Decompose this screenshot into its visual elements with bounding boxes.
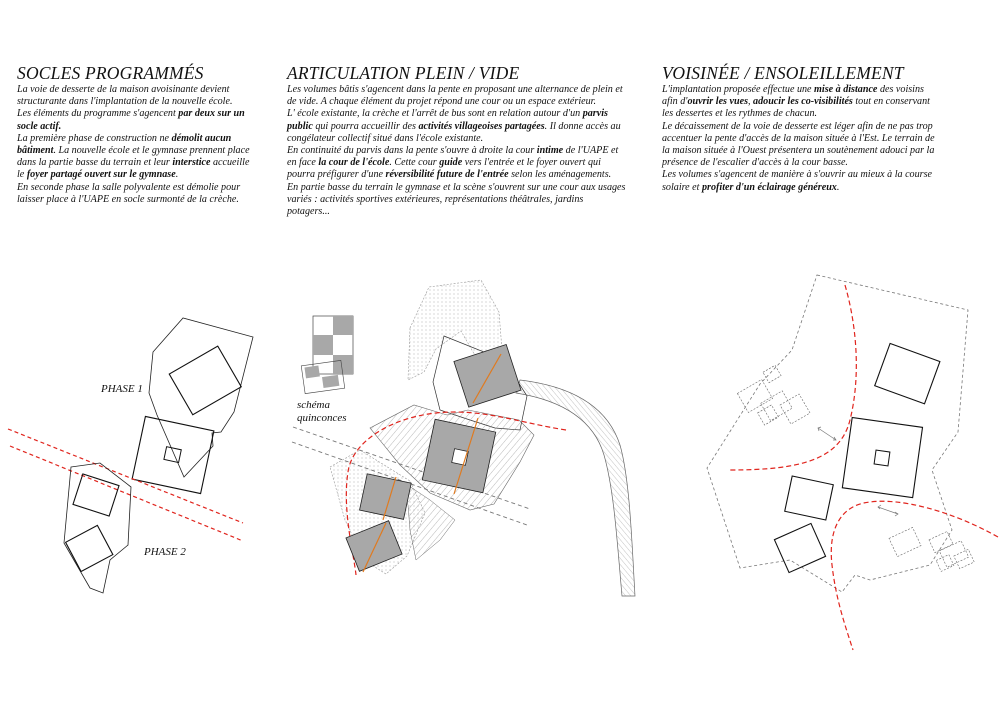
body-text: , <box>748 96 754 108</box>
label-phase-1: PHASE 1 <box>101 383 143 395</box>
building-gym-v <box>785 476 834 520</box>
body-text: . La nouvelle école et le gymnase prennent place dans la partie basse du terrain et leur <box>17 145 250 169</box>
body-text: Les volumes bâtis s'agencent dans la pente en proposant une alternance de plein et de vide. A chaque élément du projet répond une cour ou un espace extérieur. <box>287 84 623 108</box>
path-east <box>516 380 635 596</box>
body-text: En seconde phase la salle polyvalente est démolie pour laisser place à l'UAPE en socle surmonté de la crèche. <box>17 181 241 205</box>
body-text: L'implantation proposée effectue une <box>662 84 815 95</box>
emphasis-text: adoucir les co-visibilités <box>753 96 853 108</box>
emphasis-text: ouvrir les vues <box>687 96 748 108</box>
label-schema <box>297 399 346 425</box>
building-school-core-v <box>874 450 890 466</box>
road-edge <box>8 429 243 523</box>
body-text: . Il donne accès au congélateur collectif situé dans l'école existante. <box>287 120 621 144</box>
building-school <box>132 416 214 493</box>
panel-title: ARTICULATION PLEIN / VIDE <box>287 63 520 83</box>
body-text: . Cette cour <box>389 157 440 169</box>
emphasis-text: la cour de l'école <box>318 157 390 169</box>
neighbour-west <box>737 365 810 425</box>
body-text: Les volumes s'agencent de manière à s'ouvrir au mieux à la course solaire et <box>662 169 932 193</box>
emphasis-text: activités villageoises partagées <box>418 120 545 132</box>
body-text: tout en conservant les dessertes et les rythmes de chacun. <box>662 96 930 120</box>
body-text: qui pourra accueillir des <box>312 120 419 132</box>
building-school-core <box>164 447 181 463</box>
building-lower-1 <box>73 474 119 516</box>
diagram-phases <box>8 318 253 593</box>
label-schema-line2: quinconces <box>297 412 347 424</box>
emphasis-text: intime <box>536 145 564 157</box>
emphasis-text: mise à distance <box>814 84 878 95</box>
emphasis-text: parvis public <box>287 108 608 132</box>
emphasis-text: foyer partagé ouvert sur le gymnase <box>26 169 176 181</box>
building-upper <box>169 346 241 415</box>
body-text: selon les aménagements. <box>508 169 612 181</box>
site-outline-dashed <box>707 275 968 592</box>
body-text: vers l'entrée et le foyer ouvert qui pourra préfigurer d'une <box>287 157 601 181</box>
emphasis-text: interstice <box>172 157 211 169</box>
body-text: Les éléments du programme s'agencent <box>17 108 179 120</box>
body-text: . <box>175 169 179 181</box>
body-text: L' école existante, la crèche et l'arrêt de bus sont en relation autour d'un <box>287 108 583 120</box>
red-curve <box>730 285 856 470</box>
neighbour-east <box>889 527 974 571</box>
building-school-v <box>842 417 922 497</box>
site-outline-phase1 <box>149 318 253 477</box>
building-crèche-v <box>875 343 940 403</box>
emphasis-text: par deux sur un socle actif. <box>17 108 245 132</box>
body-text: de l'UAPE et en face <box>287 145 619 169</box>
diagram-plein-vide <box>292 280 635 596</box>
schema-quinconces <box>301 316 353 394</box>
building-creche <box>454 345 521 408</box>
site-outline-phase2 <box>64 463 131 593</box>
body-text: En partie basse du terrain le gymnase et la scène s'ouvrent sur une cour aux usages variés : activités sportives extérieures, représentations théâtrales, jardins potagers... <box>287 181 626 218</box>
emphasis-text: réversibilité future de l'entrée <box>385 169 509 181</box>
body-text: Le décaissement de la voie de desserte est léger afin de ne pas trop accentuer la pente d'accès de la maison située à l'Est. Le terrain de la maison située à l'Ouest présentera un soutènement adouci par la présence de l'escalier d'accès à la cour basse. <box>662 120 935 169</box>
emphasis-text: guide <box>439 157 463 169</box>
body-text: La première phase de construction ne <box>17 132 172 144</box>
body-text: des voisins afin d' <box>662 84 924 108</box>
building-uape-v <box>774 523 825 572</box>
body-text: . <box>836 181 840 193</box>
panel-title: VOISINÉE / ENSOLEILLEMENT <box>662 63 904 83</box>
red-curve <box>831 501 998 650</box>
label-schema-line1: schéma <box>297 399 330 411</box>
body-text: En continuité du parvis dans la pente s'ouvre à droite la cour <box>287 145 537 157</box>
diagram-voisinee <box>707 275 998 650</box>
body-text: La voie de desserte de la maison avoisinante devient structurante dans l'implantation de la nouvelle école. <box>17 84 233 108</box>
panel-title: SOCLES PROGRAMMÉS <box>17 63 204 83</box>
label-phase-2: PHASE 2 <box>144 546 186 558</box>
building-lower-2 <box>66 525 113 571</box>
emphasis-text: démolit aucun bâtiment <box>17 132 232 157</box>
body-text: accueille le <box>17 157 250 181</box>
emphasis-text: profiter d'un éclairage généreux <box>702 181 837 193</box>
